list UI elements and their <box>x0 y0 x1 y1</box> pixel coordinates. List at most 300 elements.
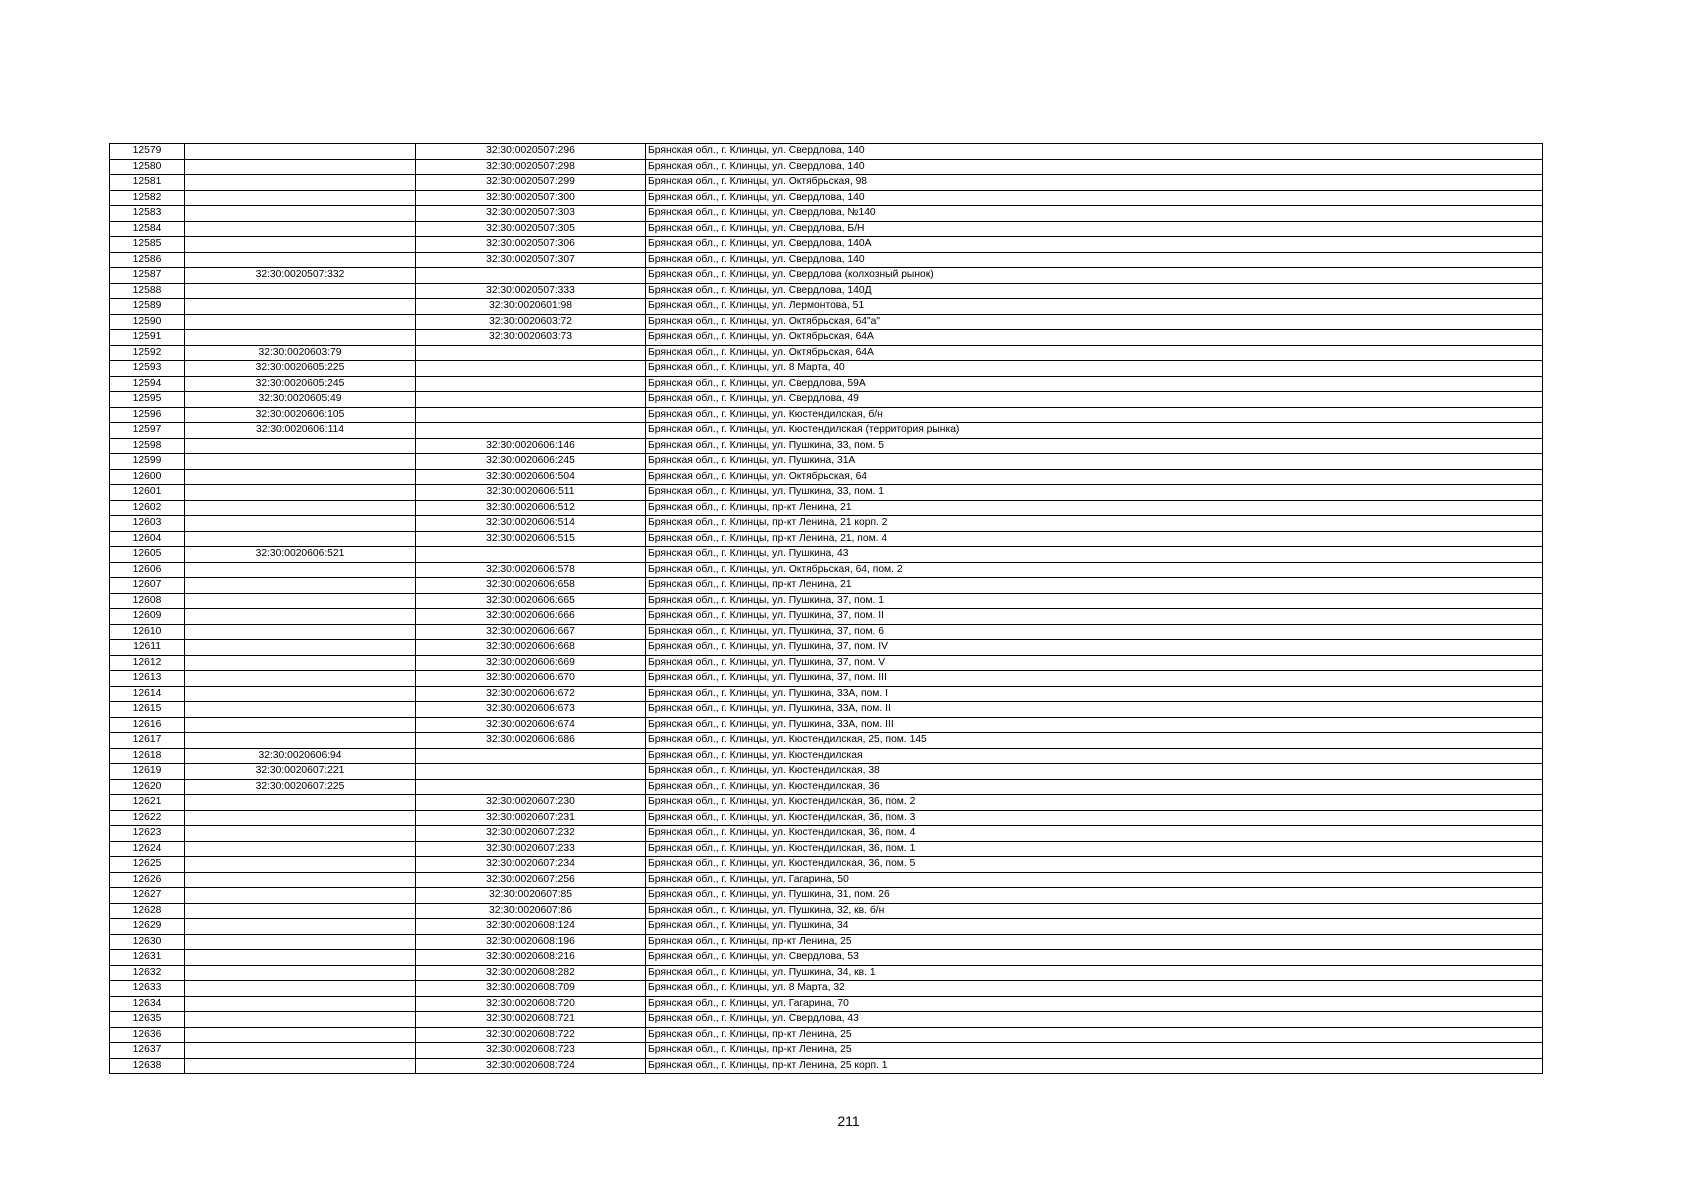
cadastral-number-cell <box>185 609 416 625</box>
row-number-cell: 12603 <box>110 516 185 532</box>
cadastral-number-cell <box>185 826 416 842</box>
address-cell: Брянская обл., г. Клинцы, пр-кт Ленина, 21, пом. 4 <box>646 531 1543 547</box>
row-number-cell: 12606 <box>110 562 185 578</box>
cadastral-number-cell: 32:30:0020507:307 <box>416 252 646 268</box>
table-row <box>110 686 1543 702</box>
cadastral-number-cell <box>185 1027 416 1043</box>
address-cell: Брянская обл., г. Клинцы, ул. Свердлова, 140 <box>646 144 1543 160</box>
cadastral-number-cell: 32:30:0020606:668 <box>416 640 646 656</box>
address-cell: Брянская обл., г. Клинцы, ул. 8 Марта, 40 <box>646 361 1543 377</box>
table-row <box>110 330 1543 346</box>
row-number-cell: 12591 <box>110 330 185 346</box>
table-row <box>110 640 1543 656</box>
address-cell: Брянская обл., г. Клинцы, ул. Кюстендилская, 36, пом. 1 <box>646 841 1543 857</box>
row-number-cell: 12632 <box>110 965 185 981</box>
cadastral-number-cell <box>416 423 646 439</box>
table-row <box>110 438 1543 454</box>
row-number-cell: 12580 <box>110 159 185 175</box>
cadastral-number-cell <box>185 624 416 640</box>
table-row <box>110 1027 1543 1043</box>
cadastral-number-cell <box>185 671 416 687</box>
address-cell: Брянская обл., г. Клинцы, пр-кт Ленина, 25 <box>646 1027 1543 1043</box>
cadastral-number-cell: 32:30:0020606:515 <box>416 531 646 547</box>
cadastral-number-cell <box>416 779 646 795</box>
page-number: 211 <box>837 1113 860 1129</box>
row-number-cell: 12638 <box>110 1058 185 1074</box>
table-row <box>110 485 1543 501</box>
table-row <box>110 919 1543 935</box>
row-number-cell: 12588 <box>110 283 185 299</box>
cadastral-number-cell <box>416 376 646 392</box>
cadastral-number-cell: 32:30:0020606:514 <box>416 516 646 532</box>
address-cell: Брянская обл., г. Клинцы, ул. Кюстендилская, 38 <box>646 764 1543 780</box>
table-row <box>110 593 1543 609</box>
cadastral-number-cell: 32:30:0020606:686 <box>416 733 646 749</box>
row-number-cell: 12586 <box>110 252 185 268</box>
row-number-cell: 12609 <box>110 609 185 625</box>
cadastral-number-cell: 32:30:0020605:245 <box>185 376 416 392</box>
cadastral-number-cell: 32:30:0020606:670 <box>416 671 646 687</box>
row-number-cell: 12589 <box>110 299 185 315</box>
cadastral-number-cell <box>185 640 416 656</box>
address-cell: Брянская обл., г. Клинцы, пр-кт Ленина, 21 корп. 2 <box>646 516 1543 532</box>
cadastral-number-cell: 32:30:0020606:672 <box>416 686 646 702</box>
cadastral-number-cell <box>185 159 416 175</box>
address-cell: Брянская обл., г. Клинцы, ул. Кюстендилская <box>646 748 1543 764</box>
table-row <box>110 857 1543 873</box>
row-number-cell: 12612 <box>110 655 185 671</box>
table-row <box>110 1058 1543 1074</box>
cadastral-number-cell <box>185 221 416 237</box>
address-cell: Брянская обл., г. Клинцы, ул. Кюстендилская, 36, пом. 3 <box>646 810 1543 826</box>
cadastral-number-cell <box>185 485 416 501</box>
cadastral-number-cell: 32:30:0020607:225 <box>185 779 416 795</box>
table-row <box>110 810 1543 826</box>
table-row <box>110 469 1543 485</box>
address-cell: Брянская обл., г. Клинцы, ул. Кюстендилская (территория рынка) <box>646 423 1543 439</box>
address-cell: Брянская обл., г. Клинцы, ул. Свердлова, 140А <box>646 237 1543 253</box>
cadastral-number-cell <box>185 655 416 671</box>
address-cell: Брянская обл., г. Клинцы, ул. Свердлова, 140 <box>646 190 1543 206</box>
cadastral-number-cell: 32:30:0020507:306 <box>416 237 646 253</box>
cadastral-number-cell <box>185 330 416 346</box>
cadastral-number-cell: 32:30:0020603:73 <box>416 330 646 346</box>
cadastral-number-cell: 32:30:0020607:85 <box>416 888 646 904</box>
row-number-cell: 12599 <box>110 454 185 470</box>
cadastral-number-cell: 32:30:0020507:333 <box>416 283 646 299</box>
cadastral-number-cell <box>185 500 416 516</box>
cadastral-number-cell: 32:30:0020606:521 <box>185 547 416 563</box>
table-row <box>110 934 1543 950</box>
row-number-cell: 12634 <box>110 996 185 1012</box>
row-number-cell: 12623 <box>110 826 185 842</box>
row-number-cell: 12636 <box>110 1027 185 1043</box>
cadastral-number-cell <box>185 314 416 330</box>
cadastral-number-cell <box>185 717 416 733</box>
cadastral-number-cell: 32:30:0020507:299 <box>416 175 646 191</box>
cadastral-number-cell <box>185 903 416 919</box>
table-row <box>110 748 1543 764</box>
table-row <box>110 299 1543 315</box>
table-row <box>110 252 1543 268</box>
table-row <box>110 206 1543 222</box>
row-number-cell: 12581 <box>110 175 185 191</box>
cadastral-number-cell: 32:30:0020606:667 <box>416 624 646 640</box>
row-number-cell: 12597 <box>110 423 185 439</box>
address-cell: Брянская обл., г. Клинцы, ул. Пушкина, 31, пом. 26 <box>646 888 1543 904</box>
address-cell: Брянская обл., г. Клинцы, пр-кт Ленина, 25 <box>646 934 1543 950</box>
cadastral-number-cell: 32:30:0020507:332 <box>185 268 416 284</box>
address-cell: Брянская обл., г. Клинцы, ул. Октябрьская, 64А <box>646 345 1543 361</box>
address-cell: Брянская обл., г. Клинцы, ул. Пушкина, 37, пом. 1 <box>646 593 1543 609</box>
address-cell: Брянская обл., г. Клинцы, ул. Пушкина, 32, кв. б/н <box>646 903 1543 919</box>
table-row <box>110 624 1543 640</box>
cadastral-number-cell: 32:30:0020606:94 <box>185 748 416 764</box>
cadastral-number-cell <box>416 764 646 780</box>
table-row <box>110 407 1543 423</box>
cadastral-number-cell: 32:30:0020606:105 <box>185 407 416 423</box>
cadastral-number-cell: 32:30:0020607:221 <box>185 764 416 780</box>
address-cell: Брянская обл., г. Клинцы, ул. Кюстендилская, 36, пом. 5 <box>646 857 1543 873</box>
table-row <box>110 965 1543 981</box>
cadastral-number-cell: 32:30:0020607:86 <box>416 903 646 919</box>
cadastral-number-cell: 32:30:0020607:233 <box>416 841 646 857</box>
row-number-cell: 12592 <box>110 345 185 361</box>
cadastral-number-cell <box>185 919 416 935</box>
table-body <box>110 144 1543 1074</box>
row-number-cell: 12620 <box>110 779 185 795</box>
row-number-cell: 12618 <box>110 748 185 764</box>
address-cell: Брянская обл., г. Клинцы, ул. Пушкина, 34, кв. 1 <box>646 965 1543 981</box>
cadastral-number-cell <box>185 981 416 997</box>
cadastral-number-cell: 32:30:0020606:512 <box>416 500 646 516</box>
cadastral-number-cell <box>185 857 416 873</box>
address-cell: Брянская обл., г. Клинцы, ул. Пушкина, 33, пом. 1 <box>646 485 1543 501</box>
table-row <box>110 175 1543 191</box>
row-number-cell: 12625 <box>110 857 185 873</box>
address-cell: Брянская обл., г. Клинцы, ул. Гагарина, 50 <box>646 872 1543 888</box>
cadastral-number-cell: 32:30:0020608:282 <box>416 965 646 981</box>
cadastral-number-cell: 32:30:0020607:256 <box>416 872 646 888</box>
cadastral-number-cell: 32:30:0020603:79 <box>185 345 416 361</box>
cadastral-number-cell <box>185 702 416 718</box>
row-number-cell: 12607 <box>110 578 185 594</box>
cadastral-number-cell: 32:30:0020507:305 <box>416 221 646 237</box>
row-number-cell: 12616 <box>110 717 185 733</box>
table-row <box>110 423 1543 439</box>
table-row <box>110 531 1543 547</box>
table-row <box>110 717 1543 733</box>
cadastral-number-cell <box>185 1012 416 1028</box>
row-number-cell: 12594 <box>110 376 185 392</box>
row-number-cell: 12629 <box>110 919 185 935</box>
table-row <box>110 562 1543 578</box>
address-cell: Брянская обл., г. Клинцы, ул. Пушкина, 37, пом. V <box>646 655 1543 671</box>
cadastral-number-cell: 32:30:0020607:234 <box>416 857 646 873</box>
address-cell: Брянская обл., г. Клинцы, ул. Пушкина, 33А, пом. III <box>646 717 1543 733</box>
table-row <box>110 795 1543 811</box>
cadastral-number-cell: 32:30:0020608:721 <box>416 1012 646 1028</box>
row-number-cell: 12631 <box>110 950 185 966</box>
address-cell: Брянская обл., г. Клинцы, ул. Гагарина, 70 <box>646 996 1543 1012</box>
address-cell: Брянская обл., г. Клинцы, ул. 8 Марта, 32 <box>646 981 1543 997</box>
address-cell: Брянская обл., г. Клинцы, ул. Октябрьская, 64"а" <box>646 314 1543 330</box>
cadastral-number-cell: 32:30:0020606:114 <box>185 423 416 439</box>
row-number-cell: 12624 <box>110 841 185 857</box>
address-cell: Брянская обл., г. Клинцы, ул. Пушкина, 33А, пом. I <box>646 686 1543 702</box>
cadastral-number-cell: 32:30:0020608:124 <box>416 919 646 935</box>
table-row <box>110 609 1543 625</box>
row-number-cell: 12628 <box>110 903 185 919</box>
table-row <box>110 764 1543 780</box>
cadastral-number-cell <box>185 934 416 950</box>
address-cell: Брянская обл., г. Клинцы, ул. Свердлова, Б/Н <box>646 221 1543 237</box>
table-row <box>110 516 1543 532</box>
cadastral-number-cell <box>185 252 416 268</box>
table-row <box>110 361 1543 377</box>
cadastral-number-cell: 32:30:0020605:49 <box>185 392 416 408</box>
table-row <box>110 903 1543 919</box>
table-row <box>110 578 1543 594</box>
address-cell: Брянская обл., г. Клинцы, ул. Пушкина, 34 <box>646 919 1543 935</box>
table-row <box>110 500 1543 516</box>
address-cell: Брянская обл., г. Клинцы, ул. Кюстендилская, 36 <box>646 779 1543 795</box>
cadastral-number-cell <box>185 795 416 811</box>
table-row <box>110 547 1543 563</box>
table-row <box>110 950 1543 966</box>
address-cell: Брянская обл., г. Клинцы, ул. Кюстендилская, 36, пом. 4 <box>646 826 1543 842</box>
address-cell: Брянская обл., г. Клинцы, ул. Пушкина, 37, пом. IV <box>646 640 1543 656</box>
cadastral-number-cell: 32:30:0020603:72 <box>416 314 646 330</box>
address-cell: Брянская обл., г. Клинцы, пр-кт Ленина, 25 корп. 1 <box>646 1058 1543 1074</box>
cadastral-number-cell: 32:30:0020608:724 <box>416 1058 646 1074</box>
row-number-cell: 12621 <box>110 795 185 811</box>
row-number-cell: 12614 <box>110 686 185 702</box>
cadastral-number-cell: 32:30:0020607:232 <box>416 826 646 842</box>
address-cell: Брянская обл., г. Клинцы, ул. Кюстендилская, 36, пом. 2 <box>646 795 1543 811</box>
row-number-cell: 12595 <box>110 392 185 408</box>
cadastral-number-cell: 32:30:0020606:578 <box>416 562 646 578</box>
address-cell: Брянская обл., г. Клинцы, ул. Пушкина, 31А <box>646 454 1543 470</box>
table-row <box>110 996 1543 1012</box>
cadastral-number-cell <box>185 593 416 609</box>
cadastral-number-cell <box>416 748 646 764</box>
address-cell: Брянская обл., г. Клинцы, ул. Пушкина, 33, пом. 5 <box>646 438 1543 454</box>
table-row <box>110 872 1543 888</box>
cadastral-number-cell <box>185 299 416 315</box>
address-cell: Брянская обл., г. Клинцы, пр-кт Ленина, 25 <box>646 1043 1543 1059</box>
cadastral-number-cell: 32:30:0020606:669 <box>416 655 646 671</box>
cadastral-number-cell: 32:30:0020507:296 <box>416 144 646 160</box>
cadastral-number-cell <box>416 345 646 361</box>
table-row <box>110 1043 1543 1059</box>
row-number-cell: 12598 <box>110 438 185 454</box>
row-number-cell: 12627 <box>110 888 185 904</box>
table-row <box>110 981 1543 997</box>
table-row <box>110 454 1543 470</box>
address-cell: Брянская обл., г. Клинцы, ул. Свердлова, 140 <box>646 159 1543 175</box>
cadastral-number-cell: 32:30:0020608:722 <box>416 1027 646 1043</box>
row-number-cell: 12593 <box>110 361 185 377</box>
cadastral-number-cell: 32:30:0020507:300 <box>416 190 646 206</box>
table-row <box>110 376 1543 392</box>
address-cell: Брянская обл., г. Клинцы, ул. Свердлова, 49 <box>646 392 1543 408</box>
cadastral-number-cell: 32:30:0020601:98 <box>416 299 646 315</box>
table-row <box>110 1012 1543 1028</box>
cadastral-number-cell <box>185 733 416 749</box>
table-row <box>110 268 1543 284</box>
address-cell: Брянская обл., г. Клинцы, ул. Пушкина, 37, пом. 6 <box>646 624 1543 640</box>
row-number-cell: 12590 <box>110 314 185 330</box>
table-row <box>110 671 1543 687</box>
table-row <box>110 221 1543 237</box>
address-cell: Брянская обл., г. Клинцы, ул. Октябрьская, 64А <box>646 330 1543 346</box>
table-row <box>110 888 1543 904</box>
row-number-cell: 12601 <box>110 485 185 501</box>
cadastral-number-cell: 32:30:0020606:504 <box>416 469 646 485</box>
address-cell: Брянская обл., г. Клинцы, ул. Кюстендилская, 25, пом. 145 <box>646 733 1543 749</box>
row-number-cell: 12583 <box>110 206 185 222</box>
cadastral-number-cell <box>416 268 646 284</box>
row-number-cell: 12613 <box>110 671 185 687</box>
row-number-cell: 12602 <box>110 500 185 516</box>
row-number-cell: 12637 <box>110 1043 185 1059</box>
cadastral-number-cell <box>185 872 416 888</box>
cadastral-number-cell: 32:30:0020606:511 <box>416 485 646 501</box>
address-cell: Брянская обл., г. Клинцы, ул. Свердлова, 53 <box>646 950 1543 966</box>
cadastral-number-cell: 32:30:0020606:666 <box>416 609 646 625</box>
cadastral-number-cell <box>185 841 416 857</box>
row-number-cell: 12635 <box>110 1012 185 1028</box>
table-row <box>110 702 1543 718</box>
address-cell: Брянская обл., г. Клинцы, ул. Свердлова, 140 <box>646 252 1543 268</box>
cadastral-number-cell <box>185 438 416 454</box>
row-number-cell: 12615 <box>110 702 185 718</box>
cadastral-number-cell <box>185 562 416 578</box>
cadastral-number-cell <box>185 283 416 299</box>
row-number-cell: 12633 <box>110 981 185 997</box>
table-row <box>110 314 1543 330</box>
cadastral-number-cell <box>416 361 646 377</box>
cadastral-number-cell <box>416 547 646 563</box>
address-cell: Брянская обл., г. Клинцы, пр-кт Ленина, 21 <box>646 578 1543 594</box>
row-number-cell: 12596 <box>110 407 185 423</box>
cadastral-number-cell <box>185 206 416 222</box>
cadastral-number-cell <box>185 996 416 1012</box>
row-number-cell: 12610 <box>110 624 185 640</box>
table-row <box>110 345 1543 361</box>
table-row <box>110 144 1543 160</box>
cadastral-number-cell <box>185 454 416 470</box>
address-cell: Брянская обл., г. Клинцы, ул. Октябрьская, 64, пом. 2 <box>646 562 1543 578</box>
address-cell: Брянская обл., г. Клинцы, ул. Свердлова, №140 <box>646 206 1543 222</box>
table-row <box>110 392 1543 408</box>
cadastral-number-cell <box>416 392 646 408</box>
cadastral-number-cell <box>185 578 416 594</box>
cadastral-number-cell <box>185 810 416 826</box>
address-cell: Брянская обл., г. Клинцы, ул. Свердлова, 140Д <box>646 283 1543 299</box>
table-row <box>110 283 1543 299</box>
address-cell: Брянская обл., г. Клинцы, ул. Свердлова, 59А <box>646 376 1543 392</box>
cadastral-number-cell <box>185 686 416 702</box>
row-number-cell: 12579 <box>110 144 185 160</box>
row-number-cell: 12626 <box>110 872 185 888</box>
address-cell: Брянская обл., г. Клинцы, ул. Свердлова, 43 <box>646 1012 1543 1028</box>
cadastral-number-cell: 32:30:0020606:245 <box>416 454 646 470</box>
row-number-cell: 12617 <box>110 733 185 749</box>
row-number-cell: 12604 <box>110 531 185 547</box>
row-number-cell: 12584 <box>110 221 185 237</box>
address-cell: Брянская обл., г. Клинцы, ул. Октябрьская, 64 <box>646 469 1543 485</box>
cadastral-number-cell <box>185 175 416 191</box>
cadastral-number-cell <box>185 888 416 904</box>
table-row <box>110 733 1543 749</box>
address-cell: Брянская обл., г. Клинцы, ул. Лермонтова, 51 <box>646 299 1543 315</box>
cadastral-number-cell <box>185 965 416 981</box>
cadastral-number-cell: 32:30:0020607:231 <box>416 810 646 826</box>
cadastral-number-cell: 32:30:0020608:216 <box>416 950 646 966</box>
cadastral-number-cell: 32:30:0020507:298 <box>416 159 646 175</box>
table-row <box>110 779 1543 795</box>
cadastral-number-cell: 32:30:0020608:196 <box>416 934 646 950</box>
cadastral-number-cell: 32:30:0020605:225 <box>185 361 416 377</box>
cadastral-number-cell <box>185 237 416 253</box>
table-row <box>110 655 1543 671</box>
row-number-cell: 12622 <box>110 810 185 826</box>
cadastral-number-cell: 32:30:0020507:303 <box>416 206 646 222</box>
row-number-cell: 12600 <box>110 469 185 485</box>
address-cell: Брянская обл., г. Клинцы, пр-кт Ленина, 21 <box>646 500 1543 516</box>
cadastral-number-cell <box>185 469 416 485</box>
cadastral-number-cell: 32:30:0020606:665 <box>416 593 646 609</box>
cadastral-number-cell: 32:30:0020606:658 <box>416 578 646 594</box>
row-number-cell: 12619 <box>110 764 185 780</box>
cadastral-number-cell <box>185 190 416 206</box>
cadastral-number-cell: 32:30:0020607:230 <box>416 795 646 811</box>
cadastral-number-cell <box>185 144 416 160</box>
row-number-cell: 12608 <box>110 593 185 609</box>
address-cell: Брянская обл., г. Клинцы, ул. Пушкина, 43 <box>646 547 1543 563</box>
row-number-cell: 12605 <box>110 547 185 563</box>
row-number-cell: 12611 <box>110 640 185 656</box>
table-row <box>110 190 1543 206</box>
cadastral-number-cell <box>185 1043 416 1059</box>
cadastral-number-cell <box>185 516 416 532</box>
cadastral-number-cell <box>416 407 646 423</box>
table-row <box>110 159 1543 175</box>
cadastral-number-cell: 32:30:0020606:146 <box>416 438 646 454</box>
row-number-cell: 12630 <box>110 934 185 950</box>
address-cell: Брянская обл., г. Клинцы, ул. Свердлова (колхозный рынок) <box>646 268 1543 284</box>
cadastral-number-cell: 32:30:0020608:709 <box>416 981 646 997</box>
cadastral-number-cell <box>185 950 416 966</box>
address-cell: Брянская обл., г. Клинцы, ул. Октябрьская, 98 <box>646 175 1543 191</box>
row-number-cell: 12587 <box>110 268 185 284</box>
address-cell: Брянская обл., г. Клинцы, ул. Кюстендилская, б/н <box>646 407 1543 423</box>
address-cell: Брянская обл., г. Клинцы, ул. Пушкина, 37, пом. III <box>646 671 1543 687</box>
table-row <box>110 826 1543 842</box>
table-row <box>110 841 1543 857</box>
cadastral-number-cell: 32:30:0020608:723 <box>416 1043 646 1059</box>
cadastral-number-cell <box>185 531 416 547</box>
address-cell: Брянская обл., г. Клинцы, ул. Пушкина, 33А, пом. II <box>646 702 1543 718</box>
table-row <box>110 237 1543 253</box>
address-cell: Брянская обл., г. Клинцы, ул. Пушкина, 37, пом. II <box>646 609 1543 625</box>
cadastral-number-cell: 32:30:0020608:720 <box>416 996 646 1012</box>
row-number-cell: 12585 <box>110 237 185 253</box>
cadastral-number-cell: 32:30:0020606:674 <box>416 717 646 733</box>
cadastral-number-cell <box>185 1058 416 1074</box>
